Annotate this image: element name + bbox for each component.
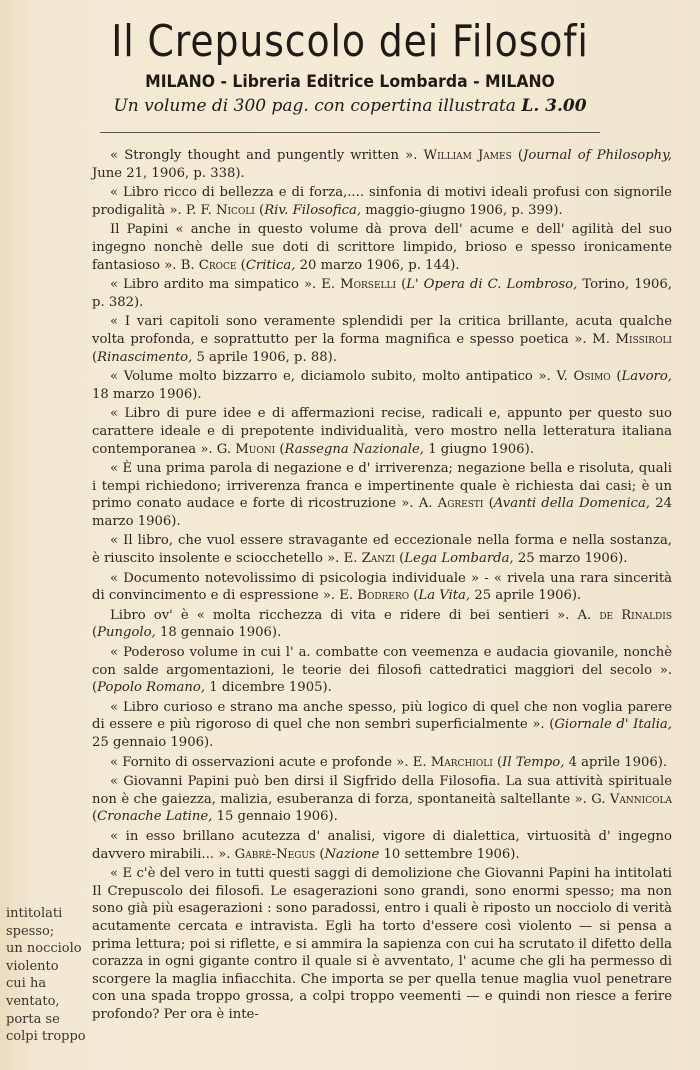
margin-word: violento: [6, 958, 59, 974]
review-paragraph: Il Papini « anche in questo volume dà prova dell' acume e dell' agilità del suo ingegno nonchè delle sue doti di scrittore limpido, brioso e spesso ironicamente fantasioso ». B. Croce (Critica, 20 marzo 1906, p. 144).: [92, 222, 672, 273]
volume-description: [0, 96, 700, 116]
review-source: Riv. Filosofica,: [264, 202, 362, 218]
review-paragraph: Libro ov' è « molta ricchezza di vita e ridere di bei sentieri ». A. de Rinaldis (Pungolo, 18 gennaio 1906).: [92, 607, 672, 641]
review-quote: Il Papini « anche in questo volume dà prova dell' acume e dell' agilità del suo ingegno nonchè delle sue doti di scrittore limpido, brioso e spesso ironicamente fantasioso ».: [92, 222, 672, 273]
review-paragraph: « Poderoso volume in cui l' a. combatte con veemenza e audacia giovanile, nonchè con salde argomentazioni, le teorie dei filosofi cattedratici maggiori del secolo ». (Popolo Romano, 1 dicembre 1905).: [92, 645, 672, 696]
publisher-line: MILANO - Libreria Editrice Lombarda - MILANO: [145, 72, 555, 92]
review-paragraph: [92, 865, 672, 1023]
review-detail: 15 gennaio 1906).: [216, 809, 338, 825]
price: L. 3.00: [521, 96, 587, 116]
review-source: Avanti della Domenica,: [493, 496, 651, 512]
margin-notes: [6, 905, 90, 1046]
review-quote: « E c'è del vero in tutti questi saggi di demolizione che Giovanni Papini ha intitolati Il Crepuscolo dei filosofi. Le esagerazioni sono grandi, sono enormi spesso; ma non sono già più esagerazioni : sono paradossi, entro i quali è riposto un nocciolo di verità acutamente cercata e intravista. Egli ha torto d'essere così violento — si pensa a prima lettura; poi si riflette, e si ammira la sapienza con cui ha scrutato il difetto della corazza in ogni gigante contro il quale si è avventato, l' acume che gli ha permesso di scorgere la maglia infiacchita. Che importa se per quella tenue maglia vuol penetrare con una spada troppo grossa, a colpi troppo veementi — e quindi non riesce a ferire profondo? Per ora è inte-: [92, 866, 672, 1022]
review-detail: June 21, 1906, p. 338).: [92, 165, 245, 181]
review-detail: 18 marzo 1906).: [92, 386, 202, 402]
margin-word: porta se: [6, 1011, 60, 1027]
review-source: Cronache Latine,: [97, 809, 213, 825]
review-paragraph: « Libro di pure idee e di affermazioni recise, radicali e, appunto per questo suo carattere ideale e di prepotente individualità, vero mostro nella letteratura italiana contemporanea ». G. Muoni (Rassegna Nazionale, 1 giugno 1906).: [92, 406, 672, 457]
review-source: Popolo Romano,: [97, 680, 206, 696]
review-author: M. Missiroli: [592, 331, 672, 347]
review-paragraph: « I vari capitoli sono veramente splendidi per la critica brillante, acuta qualche volta profonda, e soprattutto per la forma magnifica e spesso poetica ». M. Missiroli (Rinascimento, 5 aprile 1906, p. 88).: [92, 314, 672, 365]
review-paragraph: « È una prima parola di negazione e d' irriverenza; negazione bella e risoluta, quali i tempi richiedono; irriverenza franca e impertinente quale è richiesta dai casi; è un primo conato audace e forte di ricostruzione ». A. Agresti (Avanti della Domenica, 24 marzo 1906).: [92, 461, 672, 529]
review-paragraph: « Strongly thought and pungently written ». William James (Journal of Philosophy, June 21, 1906, p. 338).: [92, 148, 672, 181]
review-paragraph: « Libro ardito ma simpatico ». E. Morselli (L' Opera di C. Lombroso, Torino, 1906, p. 382).: [92, 277, 672, 310]
review-quote: Libro ov' è « molta ricchezza di vita e ridere di bei sentieri ».: [110, 607, 570, 623]
review-source: Rinascimento,: [97, 349, 193, 365]
review-detail: 1 dicembre 1905).: [209, 680, 332, 696]
margin-word: cui ha: [6, 976, 47, 992]
review-detail: 25 marzo 1906).: [517, 551, 628, 567]
review-author: G. Vannicola: [591, 791, 672, 807]
review-source: L' Opera di C. Lombroso,: [406, 277, 578, 293]
review-quote: « Libro ardito ma simpatico ».: [110, 277, 317, 293]
reviews-section: [0, 147, 700, 1024]
review-detail: 18 gennaio 1906).: [159, 625, 282, 641]
review-detail: 20 marzo 1906, p. 144).: [299, 257, 460, 273]
review-source: Nazione: [324, 846, 380, 862]
review-paragraph: « Libro ricco di bellezza e di forza,.... sinfonia di motivi ideali profusi con signorile prodigalità ». P. F. Nicoli (Riv. Filosofica, maggio-giugno 1906, p. 399).: [92, 185, 672, 218]
review-source: Critica,: [245, 257, 296, 273]
review-paragraph: « Volume molto bizzarro e, diciamolo subito, molto antipatico ». V. Osimo (Lavoro, 18 marzo 1906).: [92, 369, 672, 402]
margin-word: ventato,: [6, 993, 60, 1009]
review-quote: « Strongly thought and pungently written ».: [110, 148, 418, 163]
review-author: E. Marchioli: [412, 754, 493, 770]
review-detail: Torino, 1906, p. 382).: [92, 277, 672, 310]
review-source: Giornale d' Italia,: [554, 717, 672, 733]
review-source: Il Tempo,: [502, 754, 565, 770]
review-detail: 25 aprile 1906).: [474, 588, 582, 604]
review-paragraph: « Il libro, che vuol essere stravagante ed eccezionale nella forma e nella sostanza, è riuscito insolente e sciocchetello ». E. Zanzi (Lega Lombarda, 25 marzo 1906).: [92, 533, 672, 567]
review-detail: 1 giugno 1906).: [428, 441, 534, 457]
review-detail: 4 aprile 1906).: [568, 754, 668, 770]
review-author: Gabrè-Negus: [234, 846, 316, 862]
review-detail: 10 settembre 1906).: [383, 846, 520, 862]
margin-word: un nocciolo: [6, 941, 82, 957]
review-author: V. Osimo: [556, 369, 611, 385]
review-quote: « I vari capitoli sono veramente splendidi per la critica brillante, acuta qualche volta profonda, e soprattutto per la forma magnifica e spesso poetica ».: [92, 314, 672, 347]
review-author: B. Croce: [180, 257, 237, 273]
review-paragraph: « in esso brillano acutezza d' analisi, vigore di dialettica, virtuosità d' ingegno davvero mirabili... ». Gabrè-Negus (Nazione 10 settembre 1906).: [92, 828, 672, 862]
review-source: Lega Lombarda,: [404, 551, 514, 567]
review-paragraph: « Fornito di osservazioni acute e profonde ». E. Marchioli (Il Tempo, 4 aprile 1906).: [110, 754, 668, 770]
review-author: P. F. Nicoli: [185, 202, 255, 218]
review-quote: « Giovanni Papini può ben dirsi il Sigfrido della Filosofia. La sua attività spirituale non è che gaiezza, malizia, esuberanza di forza, spontaneità saltellante ».: [92, 774, 672, 807]
review-author: G. Muoni: [216, 441, 276, 457]
review-detail: 5 aprile 1906, p. 88).: [196, 349, 337, 365]
review-detail: maggio-giugno 1906, p. 399).: [365, 202, 563, 218]
divider: [100, 132, 600, 133]
review-author: William James: [423, 148, 512, 163]
review-author: E. Zanzi: [343, 551, 395, 567]
review-quote: « Volume molto bizzarro e, diciamolo subito, molto antipatico ».: [110, 369, 551, 385]
review-quote: « Libro curioso e strano ma anche spesso, più logico di quel che non voglia parere di essere e più rigoroso di quel che non sembri superficialmente ».: [92, 699, 672, 733]
review-author: E. Morselli: [321, 277, 397, 293]
review-source: Rassegna Nazionale,: [284, 441, 424, 457]
review-quote: « Documento notevolissimo di psicologia individuale » - « rivela una rara sincerità di convincimento e di espressione ».: [92, 570, 672, 604]
review-source: Lavoro,: [621, 369, 672, 385]
review-quote: « Poderoso volume in cui l' a. combatte con veemenza e audacia giovanile, nonchè con salde argomentazioni, le teorie dei filosofi cattedratici maggiori del secolo ».: [92, 645, 672, 678]
review-author: A. de Rinaldis: [577, 607, 672, 623]
review-quote: « Libro ricco di bellezza e di forza,.... sinfonia di motivi ideali profusi con signorile prodigalità ».: [92, 185, 672, 218]
margin-word: spesso;: [6, 923, 55, 939]
review-detail: 25 gennaio 1906).: [92, 735, 214, 750]
margin-word: colpi troppo: [6, 1029, 86, 1045]
review-author: E. Bodrero: [339, 588, 410, 604]
review-source: La Vita,: [418, 588, 471, 604]
volume-text: Un volume di 300 pag. con copertina illustrata: [113, 96, 516, 116]
review-author: A. Agresti: [418, 496, 484, 512]
review-quote: « Libro di pure idee e di affermazioni recise, radicali e, appunto per questo suo carattere ideale e di prepotente individualità, vero mostro nella letteratura italiana contemporanea ».: [92, 406, 672, 457]
review-detail: 24 marzo 1906).: [92, 496, 672, 529]
margin-word: intitolati: [6, 906, 63, 921]
review-source: Pungolo,: [97, 625, 156, 641]
review-quote: « Fornito di osservazioni acute e profonde ».: [110, 754, 409, 770]
review-quote: « Il libro, che vuol essere stravagante ed eccezionale nella forma e nella sostanza, è riuscito insolente e sciocchetello ».: [92, 533, 672, 567]
review-paragraph: « Documento notevolissimo di psicologia individuale » - « rivela una rara sincerità di convincimento e di espressione ». E. Bodrero (La Vita, 25 aprile 1906).: [92, 570, 672, 604]
review-quote: « in esso brillano acutezza d' analisi, vigore di dialettica, virtuosità d' ingegno davvero mirabili... ».: [92, 828, 672, 862]
book-title: Il Crepuscolo dei Filosofi: [111, 16, 589, 67]
review-quote: « È una prima parola di negazione e d' irriverenza; negazione bella e risoluta, quali i tempi richiedono; irriverenza franca e impertinente quale è richiesta dai casi; è un primo conato audace e forte di ricostruzione ».: [92, 461, 672, 512]
review-source: Journal of Philosophy,: [523, 148, 672, 163]
review-paragraph: « Giovanni Papini può ben dirsi il Sigfrido della Filosofia. La sua attività spirituale non è che gaiezza, malizia, esuberanza di forza, spontaneità saltellante ». G. Vannicola (Cronache Latine, 15 gennaio 1906).: [92, 774, 672, 825]
review-paragraph: « Libro curioso e strano ma anche spesso, più logico di quel che non voglia parere di essere e più rigoroso di quel che non sembri superficialmente ». (Giornale d' Italia, 25 gennaio 1906).: [92, 699, 672, 750]
